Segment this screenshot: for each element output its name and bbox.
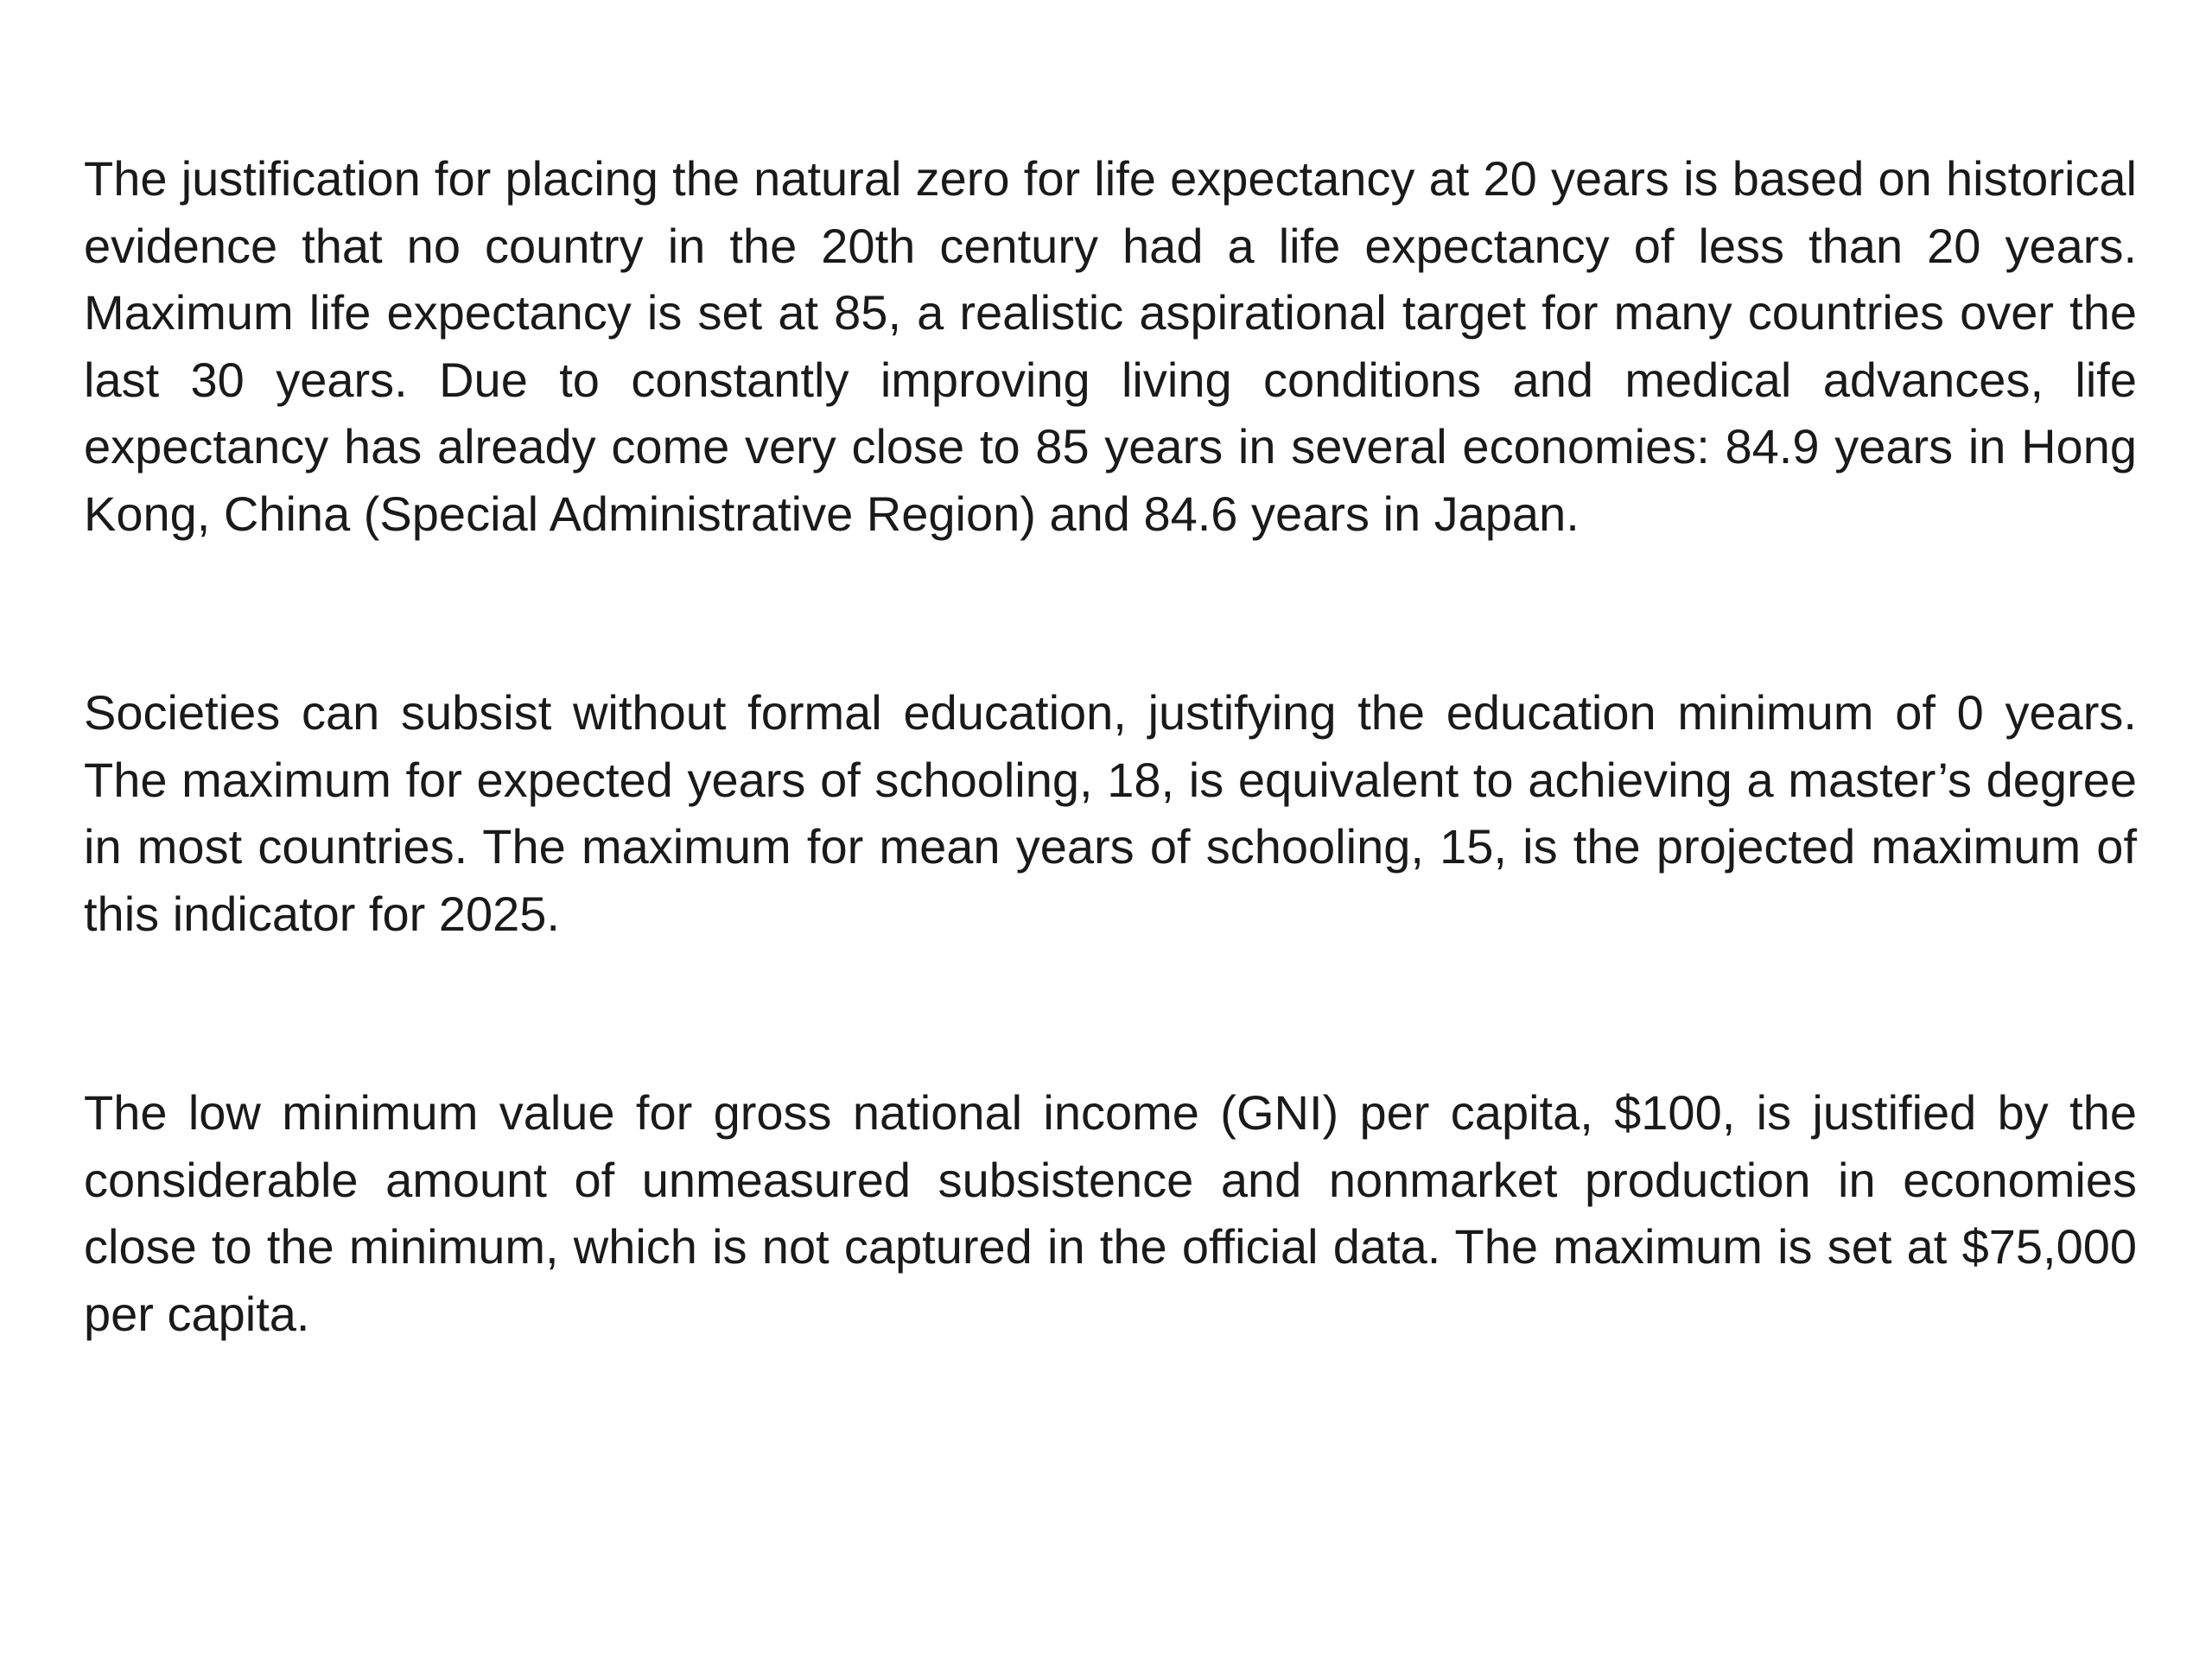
paragraph-gni-per-capita: The low minimum value for gross national income (GNI) per capita, $100, is justified by the considerable amount of unmeasured subsistence and nonmarket production in economies close to the minimum, which is not captured in the official data. The maximum is set at $75,000 per capita. [84,1085,2137,1341]
paragraph-education: Societies can subsist without formal education, justifying the education minimum of 0 years. The maximum for expected years of schooling, 18, is equivalent to achieving a master’s degree in most countries. The maximum for mean years of schooling, 15, is the projected maximum of this indicator for 2025. [84,685,2137,941]
paragraph-life-expectancy: The justification for placing the natural zero for life expectancy at 20 years is based on historical evidence that no country in the 20th century had a life expectancy of less than 20 years. Maximum life expectancy is set at 85, a realistic aspirational target for many countries over the last 30 years. Due to constantly improving living conditions and medical advances, life expectancy has already come very close to 85 years in several economies: 84.9 years in Hong Kong, China (Special Administrative Region) and 84.6 years in Japan. [84,151,2137,541]
